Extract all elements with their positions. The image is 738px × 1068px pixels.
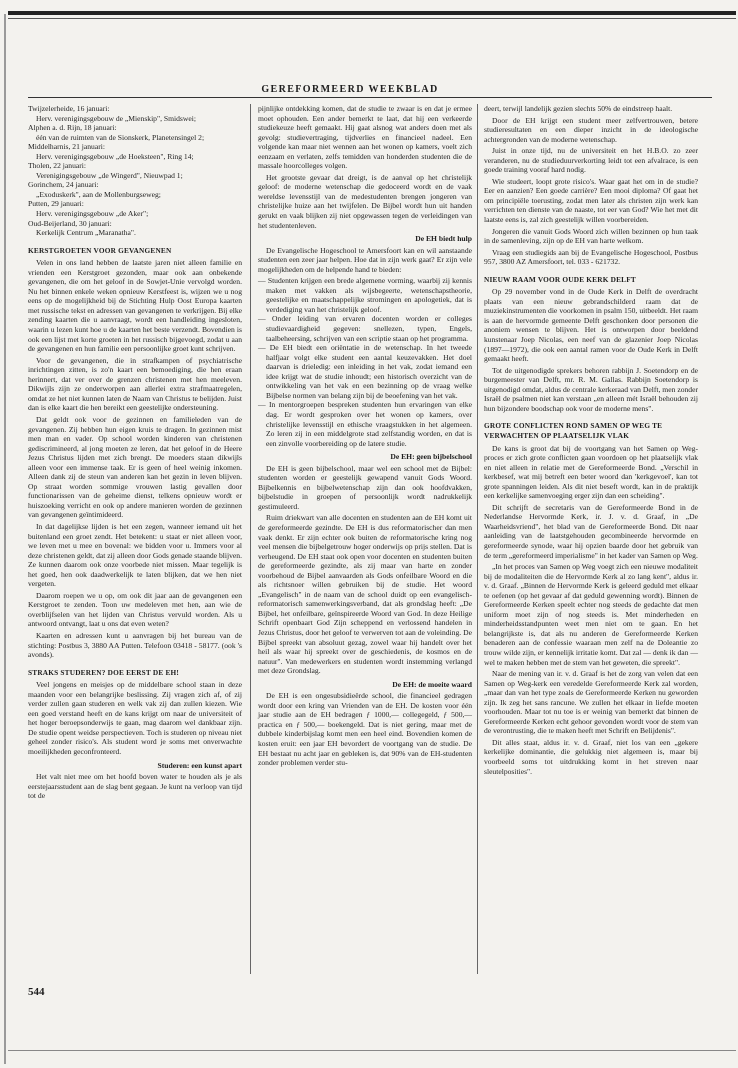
paragraph: Het grootste gevaar dat dreigt, is de aanval op het christelijk geloof: de moderne wetenschap die gedoceerd wordt en de vaak wereldse levensstijl van de medestudenten brengen jongeren van christelijke huize aan het twijfelen. De Bijbel wordt hun uit handen gerukt en vaak blijken zij niet opgewassen tegen de verleidingen van het studentenleven. [258,172,472,230]
column-2 [258,104,472,770]
paragraph: Door de EH krijgt een student meer zelfvertrouwen, betere studieresultaten en een dieper inzicht in de ideologische achtergronden van de moderne wetenschap. [484,115,698,144]
meeting-item [28,123,242,142]
meeting-venue: één van de ruimten van de Sionskerk, Planetensingel 2; [36,132,205,142]
column-3 [484,104,698,778]
meeting-item [28,180,242,199]
list-item: — De EH biedt een oriëntatie in de wetenschap. In het tweede halfjaar volgt elke student een aantal keuzevakken. Het doel daarvan is drieledig: een inleiding in het vak, zodat iemand een idee krijgt wat de studie inhoudt; een historisch overzicht van de ontwikkeling van het vak en een bezinning op de vraag welke Bijbelse normen van belang zijn bij de beoefening van het vak. [258,343,472,400]
meeting-town: Alphen a. d. Rijn, 18 januari: [28,123,117,133]
top-rule [8,11,736,15]
meeting-venue: „Exoduskerk", aan de Mollenburgseweg; [36,189,161,199]
benefit-list [258,276,472,448]
meeting-item [28,142,242,161]
meeting-town: Oud-Beijerland, 30 januari: [28,218,112,228]
subheading-geen-bijbelschool: De EH: geen bijbelschool [390,452,472,462]
paragraph: Veel jongens en meisjes op de middelbare school staan in deze maanden voor een belangrijke beslissing. Zij vragen zich af, of zij verder zullen gaan studeren en welk vak zij dan zullen kiezen. Wie een goed verstand heeft en de kans krijgt om naar de universiteit of het hoger beroepsonderwijs te gaan, mag daarom wel dankbaar zijn. De studie opent weidse perspectieven. Toch is studeren op niveau niet geheel zonder risico's. Als student word je soms met onverwachte moeilijkheden geconfronteerd. [28,680,242,756]
meeting-item [28,161,242,180]
heading-kerstgroeten: KERSTGROETEN VOOR GEVANGENEN [28,245,172,255]
meeting-venue: Verenigingsgebouw „de Wingerd", Nieuwpad 1; [36,170,183,180]
meeting-town: Gorinchem, 24 januari: [28,180,99,190]
subheading-moeite-waard: De EH: de moeite waard [392,679,472,689]
paragraph: Velen in ons land hebben de laatste jaren niet alleen familie en vrienden een Kerstgroet gezonden, maar ook aan onbekende gevangenen, die om het geloof in de Sowjet-Unie vervolgd worden. Nu het binnen enkele weken opnieuw Kerstfeest is, wijzen we u nog eens op de mogelijkheid bij de Stichting Hulp Oost Europa kaarten met russische tekst en adressen van gevangenen te verkrijgen. Bij elke zending kaarten die u aanvraagt, wordt een handleiding ingesloten, waarin u lezen kunt hoe u de kaarten het beste verzendt. Bovendien is ook een lijst met korte groeten in het russisch bijgevoegd, zodat u aan de gevangenen en hun familie een persoonlijke groet kunt schrijven. [28,258,242,354]
meeting-town: Tholen, 22 januari: [28,161,86,171]
paragraph: Dit schrijft de secretaris van de Gereformeerde Bond in de Nederlandse Hervormde Kerk, ir. J. v. d. Graaf, in „De Waarheidsvriend", het blad van de Gereformeerde Bond. Dit naar aanleiding van de laatstgehouden gecombineerde hervormde en gereformeerde synode, waar hij opzien baarde door het gebruik van de term „gereformeerd imperialisme" in het kader van Samen op Weg. [484,502,698,560]
meeting-town: Twijzelerheide, 16 januari: [28,104,110,113]
bottom-rule [8,1050,736,1051]
paragraph: Dit alles staat, aldus ir. v. d. Graaf, niet los van een „gekere kerkelijke dominantie, die gelukkig niet algemeen is, maar bij voorbeeld soms tot uitdrukking komt in het streven naar sleutelposities". [484,737,698,776]
header-rule [28,97,712,98]
page-number: 544 [28,986,45,998]
meeting-venue: Herv. verenigingsgebouw de „Mienskip", Smidswei; [36,113,196,123]
column-1 [28,104,242,803]
paragraph: De kans is groot dat bij de voortgang van het Samen op Weg-proces er zich grote conflicten gaan voordoen op het plaatselijk vlak en niet alleen in relatie met de Gereformeerde Bond. „Verschil in kerkbesef, wat mij betreft een beter woord dan 'kerkgevoel', kan tot grote spanningen leiden. Als dit niet beseft wordt, kan in de praktijk een kerkelijke samenvoeging erger zijn dan een scheiding". [484,443,698,501]
column-divider [477,104,478,974]
meeting-venue: Kerkelijk Centrum „Maranatha". [36,228,136,238]
meeting-venue: Herv. verenigingsgebouw „de Hoeksteen", Ring 14; [36,151,194,161]
page-edge-shadow [4,14,6,1064]
running-header: GEREFORMEERD WEEKBLAD [261,84,439,95]
paragraph: De EH is een ongesubsidieërde school, die financieel gedragen wordt door een kring van Vrienden van de EH. De kosten voor één jaar studie aan de EH bedragen ƒ 1000,— collegegeld, ƒ 500,— practica en ƒ 500,— boekengeld. Dat is niet gering, maar met de dubbele kinderbijslag komt men een heel eind. Bovendien komen de kosten eruit: een jaar EH bevordert de voortgang van de studie. De EH bestaat nu acht jaar en gebleken is, dat 90% van de EH-studenten zonder problemen verder stu- [258,691,472,768]
subheading-eh-biedt-hulp: De EH biedt hulp [415,234,472,244]
meeting-item [28,104,242,123]
list-item: — Onder leiding van ervaren docenten worden er colleges studievaardigheid gegeven: snellezen, typen, Engels, taalbeheersing, schrijven van een scriptie staan op het programma. [258,314,472,343]
meeting-list [28,104,242,238]
paragraph: Juist in onze tijd, nu de universiteit en het H.B.O. zo zeer veranderen, nu de studieduurverkorting leidt tot een afvalrace, is een goede training vooraf hard nodig. [484,146,698,175]
paragraph: Op 29 november vond in de Oude Kerk in Delft de overdracht plaats van een nieuw gebrandschilderd raam dat de muziekinstrumenten die voorkomen in psalm 150, uitbeeldt. Het raam is aan de hervormde gemeente Delft geschonken door personen die anoniem wensen te blijven. Het is ontworpen door beeldend kunstenaar Joep Nicolas, een neef van de glazenier Joep Nicolas (1897—1972), die ook een aantal ramen voor de Oude Kerk in Delft gemaakt heeft. [484,287,698,364]
meeting-town: Putten, 29 januari: [28,199,84,209]
paragraph: Ruim driekwart van alle docenten en studenten aan de EH komt uit de gereformeerde gezindte. De EH is dus reformatorischer dan men vaak denkt. Er zijn echter ook buiten de reformatorische kring nog veel mensen die bijbelgetrouw hoger onderwijs op prijs stellen. Dat is verheugend. De EH staat ook open voor docenten en studenten buiten de gereformeerde gezindte, als zij maar van harte en zonder voorbehoud de Bijbel aanvaarden als Gods onfeilbare Woord en die als richtsnoer willen gebruiken bij de studie. Het woord „Evangelisch" in de naam van de school duidt op een evangelisch-reformatorisch samenwerkingsverband, dat als grondslag heeft: „De Bijbel, het onfeilbare, geïnspireerde Woord van God. In deze Heilige Schrift openbaart God Zijn scheppend en verlossend handelen in Jezus Christus, door het geloof te verwerven tot aan de voleinding. De Bijbel spreekt van absoluut gezag, zowel waar hij handelt over het heil als waar hij spreekt over de geschiedenis, de kosmos en de natuur". Van medewerkers en studenten wordt instemming verlangd met deze Grondslag. [258,513,472,676]
paragraph: In dat dagelijkse lijden is het een zegen, wanneer iemand uit het buitenland een groet zendt. Het betekent: u staat er niet alleen voor, we leven met u mee en bovenal: we bidden voor u. Immers voor al deze christenen geldt, dat zij alleen door Gods genade staande blijven. Ze kunnen daarom ook onze voorbede niet missen. Maar tegelijk is het goed, hen ook daadwerkelijk te laten blijken, dat we hen niet vergeten. [28,521,242,589]
meeting-item [28,199,242,218]
paragraph: De Evangelische Hogeschool te Amersfoort kan en wil aanstaande studenten een zeer jaar helpen. Hoe dat in zijn werk gaat? Er zijn vele mogelijkheden om de helpende hand te bieden: [258,245,472,274]
top-rule-thin [8,18,736,19]
heading-grote-conflicten: GROTE CONFLICTEN ROND SAMEN OP WEG TE VERWACHTEN OP PLAATSELIJK VLAK [484,421,663,440]
paragraph: deert, terwijl landelijk gezien slechts 50% de eindstreep haalt. [484,104,673,113]
paragraph: Wie studeert, loopt grote risico's. Waar gaat het om in de studie? Eer en aanzien? Een goede carrière? Een mooi diploma? Of gaat het om principiële toerusting, zodat men later als christen zijn werk kan verrichten ten dienste van de naaste, tot eer van God? Wie het met dit laatste eens is, zal zich geestelijk willen voorbereiden. [484,176,698,225]
list-item: — Studenten krijgen een brede algemene vorming, waarbij zij kennis maken met vakken als wijsbegeerte, wetenschapstheorie, geestelijke en maatschappelijke stromingen en apologetiek, dat is verdediging van het christelijk geloof. [258,276,472,314]
paragraph: De EH is geen bijbelschool, maar wel een school met de Bijbel: studenten worden er geestelijk gewapend vanuit Gods Woord. Bijbelkennis en bijbelwetenschap zijn dan ook hoofdvakken, bijbelstudie in groepen of persoonlijk wordt nadrukkelijk gestimuleerd. [258,463,472,511]
paragraph: „In het proces van Samen op Weg voegt zich een nieuwe modaliteit bij de modaliteiten die de Hervormde Kerk al zo lang kent", aldus ir. v. d. Graaf. „Binnen de Hervormde Kerk is geleerd geduld met elkaar te oefenen (op het gevaar af dat geduld gewenning wordt). Binnen de Gereformeerde Kerken speelt echter nog steeds de gedachte dat men uniform moet zijn of nog steeds is. Met minderheden en minderheidsstandpunten weet men niet om te gaan. En het belangrijkste is, dat als nu anderen de Gereformeerde Kerken benaderen aan de confessie waaraan men zelf na de Doleantie zo trouw wilde zijn, er kennelijk irritatie komt. Dat zal — denk ik dan — wel te maken hebben met de stem van het geweten, die spreekt". [484,562,698,667]
paragraph: Dat geldt ook voor de gezinnen en familieleden van de gevangenen. Zij hebben hun eigen kruis te dragen. In gezinnen mist men man en vader. Op school worden kinderen van christenen gediscrimineerd, al jong moeten ze leren, dat het geloof in de Heere Jezus Christus lijden met zich brengt. De moeders staan dikwijls alleen voor een immense taak. Er is geen of heel weinig inkomen. Alleen dank zij de steun van anderen kan het gezin in leven blijven. Op straat worden sommige vrouwen lastig gevallen door functionarissen van de geheime dienst, telkens opnieuw wordt er huiszoeking verricht en ook op andere manieren worden de gezinnen van gevangenen geïntimideerd. [28,414,242,520]
paragraph: Kaarten en adressen kunt u aanvragen bij het bureau van de stichting: Postbus 3, 3880 AA Putten. Telefoon 03418 - 58177. (ook 's avonds). [28,630,242,660]
list-item: — In mentorgroepen bespreken studenten hun ervaringen van elke dag. Er wordt gesproken over het wonen op kamers, over christelijke levensstijl en ethische vraagstukken in het algemeen. Zo leren zij in een middelgrote stad zelfstandig worden, en dat is een zinvolle voorbereiding op de latere studie. [258,400,472,448]
meeting-venue: Herv. verenigingsgebouw „de Aker"; [36,209,149,219]
paragraph: pijnlijke ontdekking komen, dat de studie te zwaar is en dat je ermee moet ophouden. Een ander bemerkt te laat, dat hij een verkeerde studiekeuze heeft gemaakt. Hij gaat alsnog wat anders doen met als gevolg: studievertraging, tijdverlies en financieel nadeel. Een volgende kan maar niet wennen aan het wonen op kamers, voelt zich eenzaam en verlaten, zelfs temidden van honderden studenten die de massale hoorcolleges volgen. [258,104,472,171]
subheading-kunst-apart: Studeren: een kunst apart [157,760,242,770]
paragraph: Vraag een studiegids aan bij de Evangelische Hogeschool, Postbus 957, 3800 AZ Amersfoort, tel. 033 - 621732. [484,247,698,267]
paragraph: Jongeren die vanuit Gods Woord zich willen bezinnen op hun taak in de samenleving, zijn op de EH van harte welkom. [484,226,698,246]
heading-nieuw-raam: NIEUW RAAM VOOR OUDE KERK DELFT [484,274,636,284]
paragraph: Naar de mening van ir. v. d. Graaf is het de zorg van velen dat een Samen op Weg-kerk een veredelde Gereformeerde Kerk zal worden, „maar dan van het type zoals de Gereformeerde Kerken nu geworden zijn. Ik zeg het sans rancune. We zullen het elkaar in liefde moeten voorhouden. Maar tot nu toe is er weinig van bemerkt dat binnen de Gereformeerde Kerken echt gehoor gevonden wordt voor de stem van de verontrusting, die te maken heeft met Schrift en Belijdenis". [484,669,698,736]
column-divider [250,104,251,974]
meeting-town: Middelharnis, 21 januari: [28,142,105,152]
paragraph: Daarom roepen we u op, om ook dit jaar aan de gevangenen een Kerstgroet te zenden. Toon uw medeleven met hen, aan wie de overblijfselen van het lijden van Christus vervuld worden. Als u antwoord ontvangt, laat u ons dat even weten? [28,590,242,629]
heading-straks-studeren: STRAKS STUDEREN? DOE EERST DE EH! [28,667,180,677]
paragraph: Tot de uitgenodigde sprekers behoren rabbijn J. Soetendorp en de burgemeester van Delft, mr. R. M. Gallas. Rabbijn Soetendorp is uitgenodigd omdat, aldus de centrale kerkeraad van Delft, men zonder Israël de psalmen niet kan verstaan „en alleen mét Israël behouden zij hun bijzondere boodschap ook voor de moderne mens". [484,365,698,413]
paragraph: Voor de gevangenen, die in strafkampen of psychiatrische inrichtingen zitten, is zo'n kaart een bemoediging, die hen eraan herinnert, dat ver over de grenzen christenen met hen meeleven. Dikwijls zijn ze onderworpen aan allerlei extra strafmaatregelen, omdat ze het niet kunnen laten de Naam van Christus te belijden. Juist dan is elke kaart die hen bereikt een geestelijke ondersteuning. [28,355,242,413]
meeting-item [28,219,242,238]
paragraph: Het valt niet mee om het hoofd boven water te houden als je als eerstejaarsstudent aan de slag bent gegaan. Je kunt na verloop van tijd tot de [28,772,242,801]
